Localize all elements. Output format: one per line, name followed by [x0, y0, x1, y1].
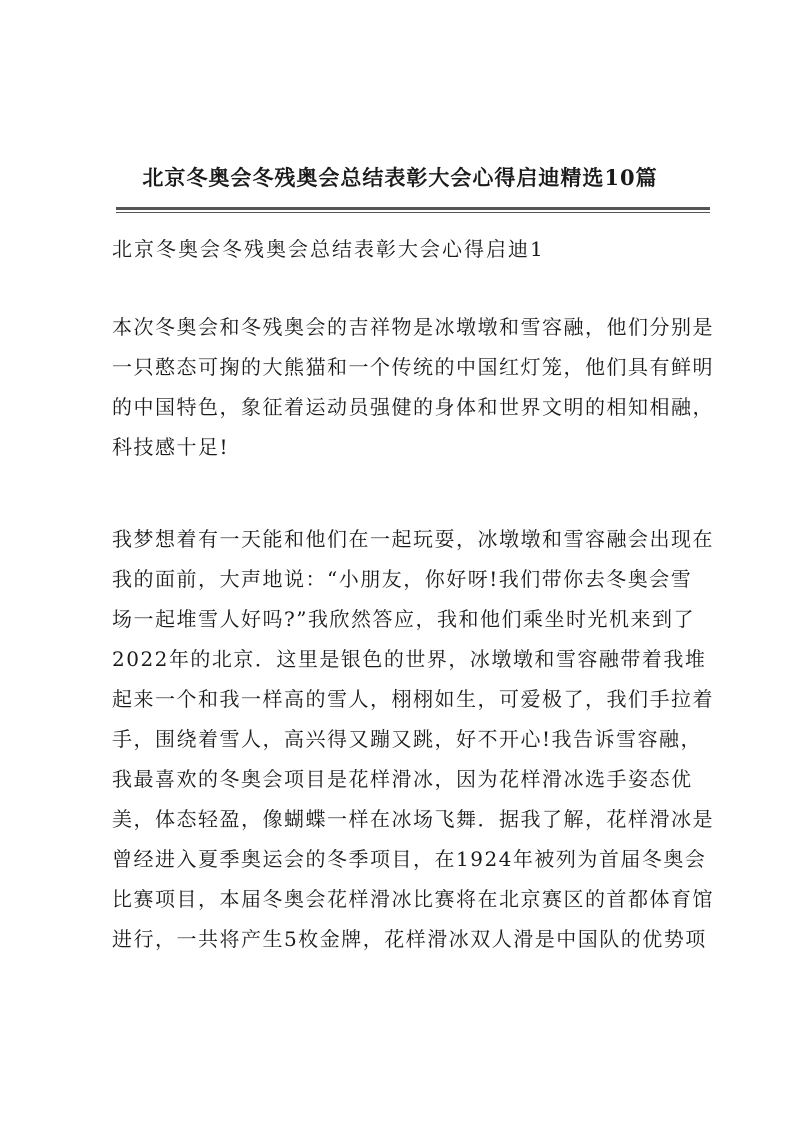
paragraph-line: 我的面前，大声地说：“小朋友，你好呀!我们带你去冬奥会雪: [112, 567, 693, 591]
paragraph-2: [112, 519, 712, 959]
paragraph-line: 2022年的北京．这里是银色的世界，冰墩墩和雪容融带着我堆: [112, 647, 707, 671]
paragraph-line: 本次冬奥会和冬残奥会的吉祥物是冰墩墩和雪容融，他们分别是: [112, 315, 714, 339]
paragraph-line: 手，围绕着雪人，高兴得又蹦又跳，好不开心!我告诉雪容融，: [112, 727, 703, 751]
paragraph-line: 比赛项目，本届冬奥会花样滑冰比赛将在北京赛区的首都体育馆: [112, 887, 714, 911]
paragraph-line: 进行，一共将产生5枚金牌，花样滑冰双人滑是中国队的优势项: [112, 927, 707, 951]
paragraph-1: [112, 307, 712, 467]
paragraph-line: 曾经进入夏季奥运会的冬季项目，在1924年被列为首届冬奥会: [112, 847, 707, 871]
paragraph-line: 起来一个和我一样高的雪人，栩栩如生，可爱极了，我们手拉着: [112, 687, 714, 711]
title-divider: [116, 207, 710, 213]
paragraph-line: 一只憨态可掬的大熊猫和一个传统的中国红灯笼，他们具有鲜明: [112, 355, 714, 379]
paragraph-line: 场一起堆雪人好吗?”我欣然答应，我和他们乘坐时光机来到了: [112, 607, 695, 631]
paragraph-line: 我最喜欢的冬奥会项目是花样滑冰，因为花样滑冰选手姿态优: [112, 767, 693, 791]
document-title: 北京冬奥会冬残奥会总结表彰大会心得启迪精选10篇: [142, 165, 658, 190]
paragraph-line: 的中国特色，象征着运动员强健的身体和世界文明的相知相融，: [112, 395, 714, 419]
paragraph-line: 美，体态轻盈，像蝴蝶一样在冰场飞舞．据我了解，花样滑冰是: [112, 807, 714, 831]
paragraph-line: 我梦想着有一天能和他们在一起玩耍，冰墩墩和雪容融会出现在: [112, 527, 714, 551]
section-heading: 北京冬奥会冬残奥会总结表彰大会心得启迪1: [112, 237, 545, 261]
paragraph-line: 科技感十足!: [112, 435, 230, 459]
